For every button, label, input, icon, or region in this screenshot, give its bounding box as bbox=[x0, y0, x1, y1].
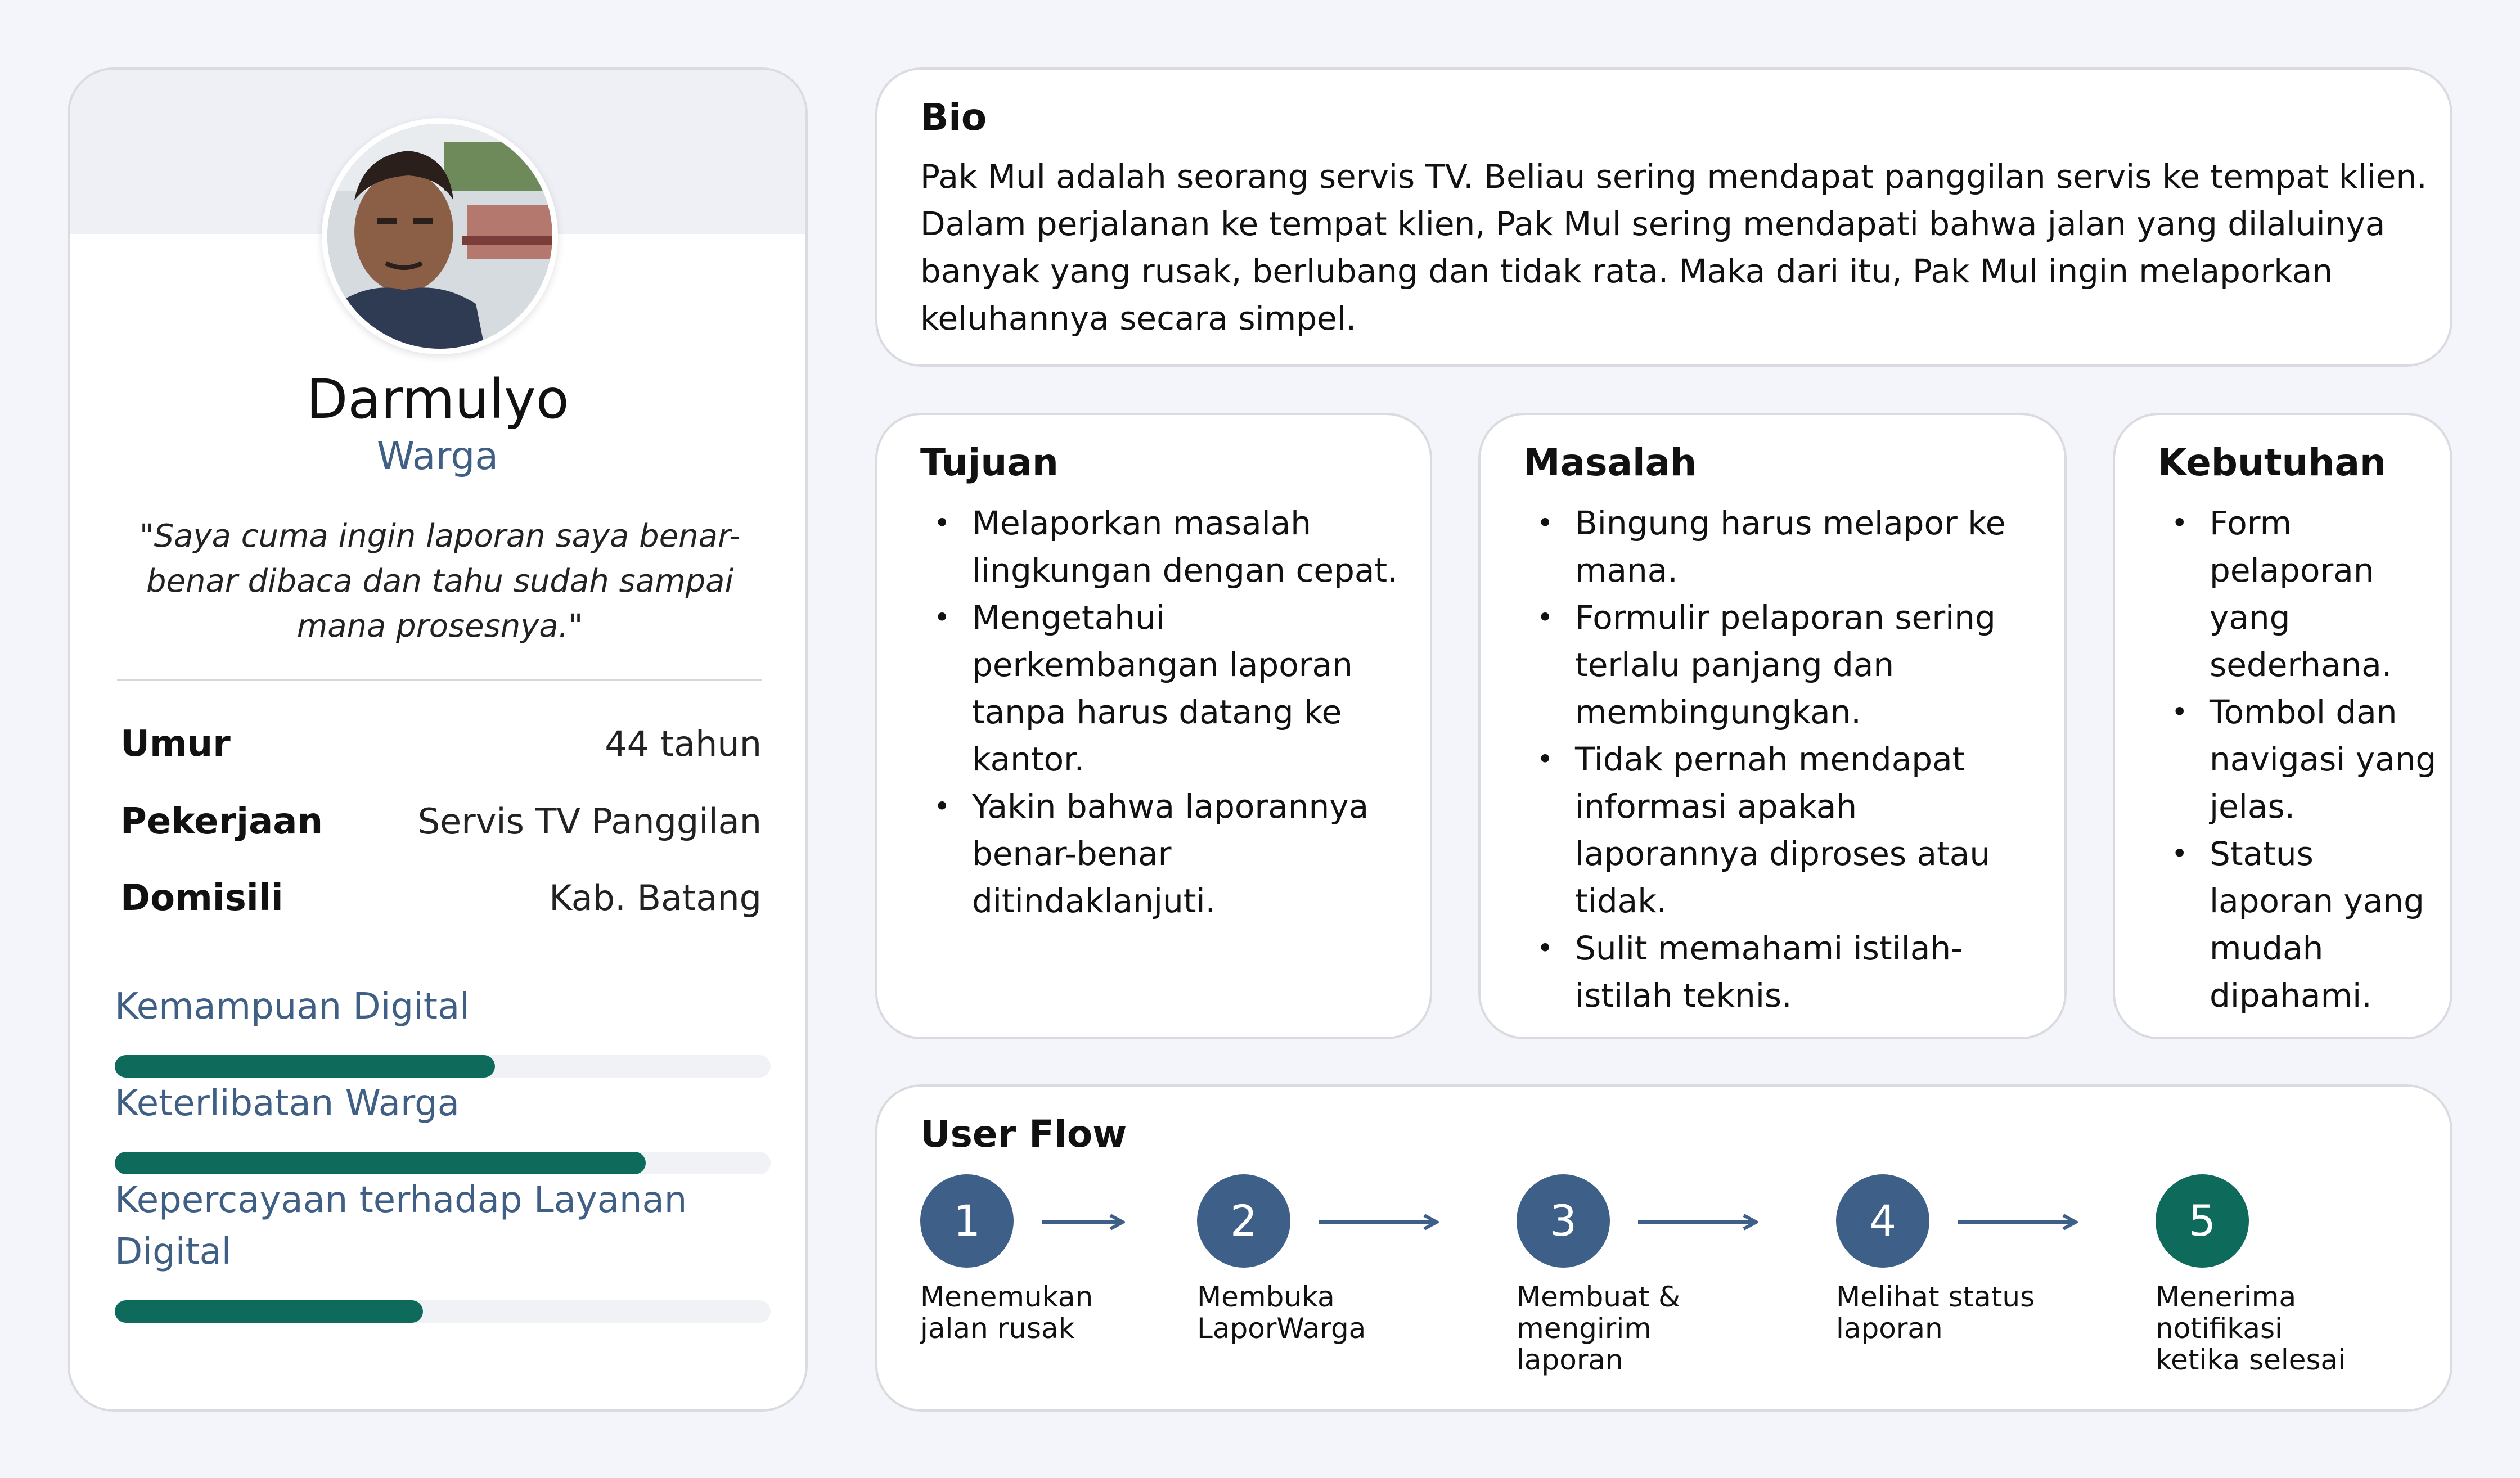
user-flow-title: User Flow bbox=[920, 1112, 1127, 1156]
flow-step-4 bbox=[1836, 1174, 2035, 1345]
step-label: Menerima notifikasi ketika selesai bbox=[2156, 1281, 2346, 1376]
divider bbox=[117, 679, 762, 681]
goals-card bbox=[875, 413, 1432, 1039]
step-number: 3 bbox=[1516, 1174, 1610, 1268]
bio-title: Bio bbox=[920, 96, 987, 139]
arrow-right-icon bbox=[1637, 1214, 1758, 1231]
step-label: Menemukan jalan rusak bbox=[920, 1281, 1094, 1345]
bio-text: Pak Mul adalah seorang servis TV. Beliau sering mendapat panggilan servis ke tempat klien. Dalam perjalanan ke tempat klien, Pak Mul sering mendapati bahwa jalan yang dilaluinya banyak yang rusak, berlubang dan tidak rata. Maka dari itu, Pak Mul ingin melaporkan keluhannya secara simpel. bbox=[920, 157, 2427, 337]
step-label: Melihat status laporan bbox=[1836, 1281, 2035, 1345]
needs-list bbox=[2163, 499, 2445, 1019]
step-number: 4 bbox=[1836, 1174, 1929, 1268]
info-key: Pekerjaan bbox=[120, 801, 323, 842]
list-item: • Melaporkan masalah lingkungan dengan cepat. bbox=[926, 499, 1421, 594]
persona-profile-card bbox=[68, 67, 808, 1412]
skill-bar-fill bbox=[115, 1300, 423, 1323]
skill-bar-digital bbox=[115, 1055, 771, 1078]
needs-card bbox=[2113, 413, 2452, 1039]
problems-title: Masalah bbox=[1523, 441, 1697, 484]
flow-step-5 bbox=[2156, 1174, 2346, 1376]
persona-role: Warga bbox=[376, 434, 499, 479]
info-key: Domisili bbox=[120, 877, 284, 919]
step-number: 2 bbox=[1197, 1174, 1290, 1268]
info-row-pekerjaan bbox=[120, 801, 762, 851]
needs-title: Kebutuhan bbox=[2158, 441, 2387, 484]
skill-bar-keterlibatan bbox=[115, 1152, 771, 1174]
list-item: • Formulir pelaporan sering terlalu panjang dan membingungkan. bbox=[1529, 594, 2035, 736]
info-key: Umur bbox=[120, 723, 231, 765]
bio-card bbox=[875, 67, 2452, 367]
skill-bar-fill bbox=[115, 1152, 646, 1174]
avatar bbox=[322, 118, 558, 354]
skill-label-digital: Kemampuan Digital bbox=[115, 986, 470, 1028]
arrow-right-icon bbox=[1956, 1214, 2078, 1231]
skill-label-keterlibatan: Keterlibatan Warga bbox=[115, 1083, 460, 1124]
flow-step-2 bbox=[1197, 1174, 1366, 1345]
persona-quote: "Saya cuma ingin laporan saya benar-benar dibaca dan tahu sudah sampai mana prosesnya." bbox=[139, 518, 741, 645]
goals-title: Tujuan bbox=[920, 441, 1059, 484]
step-number: 1 bbox=[920, 1174, 1014, 1268]
list-item: • Tidak pernah mendapat informasi apakah laporannya diproses atau tidak. bbox=[1529, 736, 2035, 925]
flow-step-1 bbox=[920, 1174, 1094, 1345]
skill-bar-kepercayaan bbox=[115, 1300, 771, 1323]
info-row-domisili bbox=[120, 877, 762, 928]
list-item: • Bingung harus melapor ke mana. bbox=[1529, 499, 2035, 594]
step-label: Membuka LaporWarga bbox=[1197, 1281, 1366, 1345]
avatar-photo-icon bbox=[327, 124, 552, 349]
step-label: Membuat & mengirim laporan bbox=[1516, 1281, 1681, 1376]
needs-clip bbox=[2115, 415, 2450, 1033]
info-row-umur bbox=[120, 723, 762, 774]
list-item: • Sulit memahami istilah-istilah teknis. bbox=[1529, 925, 2035, 1019]
list-item: • Yakin bahwa laporannya benar-benar ditindaklanjuti. bbox=[926, 783, 1421, 925]
list-item: • Tombol dan navigasi yang jelas. bbox=[2163, 688, 2445, 830]
info-value: Kab. Batang bbox=[549, 877, 762, 918]
goals-list bbox=[926, 499, 1421, 925]
list-item: • Form pelaporan yang sederhana. bbox=[2163, 499, 2445, 688]
skill-bar-fill bbox=[115, 1055, 495, 1078]
arrow-right-icon bbox=[1041, 1214, 1125, 1231]
flow-step-3 bbox=[1516, 1174, 1681, 1376]
problems-card bbox=[1478, 413, 2067, 1039]
user-flow-card bbox=[875, 1084, 2452, 1412]
step-number: 5 bbox=[2156, 1174, 2249, 1268]
list-item: • Mengetahui perkembangan laporan tanpa harus datang ke kantor. bbox=[926, 594, 1421, 783]
persona-name: Darmulyo bbox=[306, 368, 569, 431]
info-value: Servis TV Panggilan bbox=[417, 801, 762, 842]
info-value: 44 tahun bbox=[605, 723, 762, 764]
arrow-right-icon bbox=[1317, 1214, 1439, 1231]
problems-list bbox=[1529, 499, 2035, 1019]
list-item: • Status laporan yang mudah dipahami. bbox=[2163, 830, 2445, 1019]
skill-label-kepercayaan: Kepercayaan terhadap Layanan Digital bbox=[115, 1179, 687, 1273]
